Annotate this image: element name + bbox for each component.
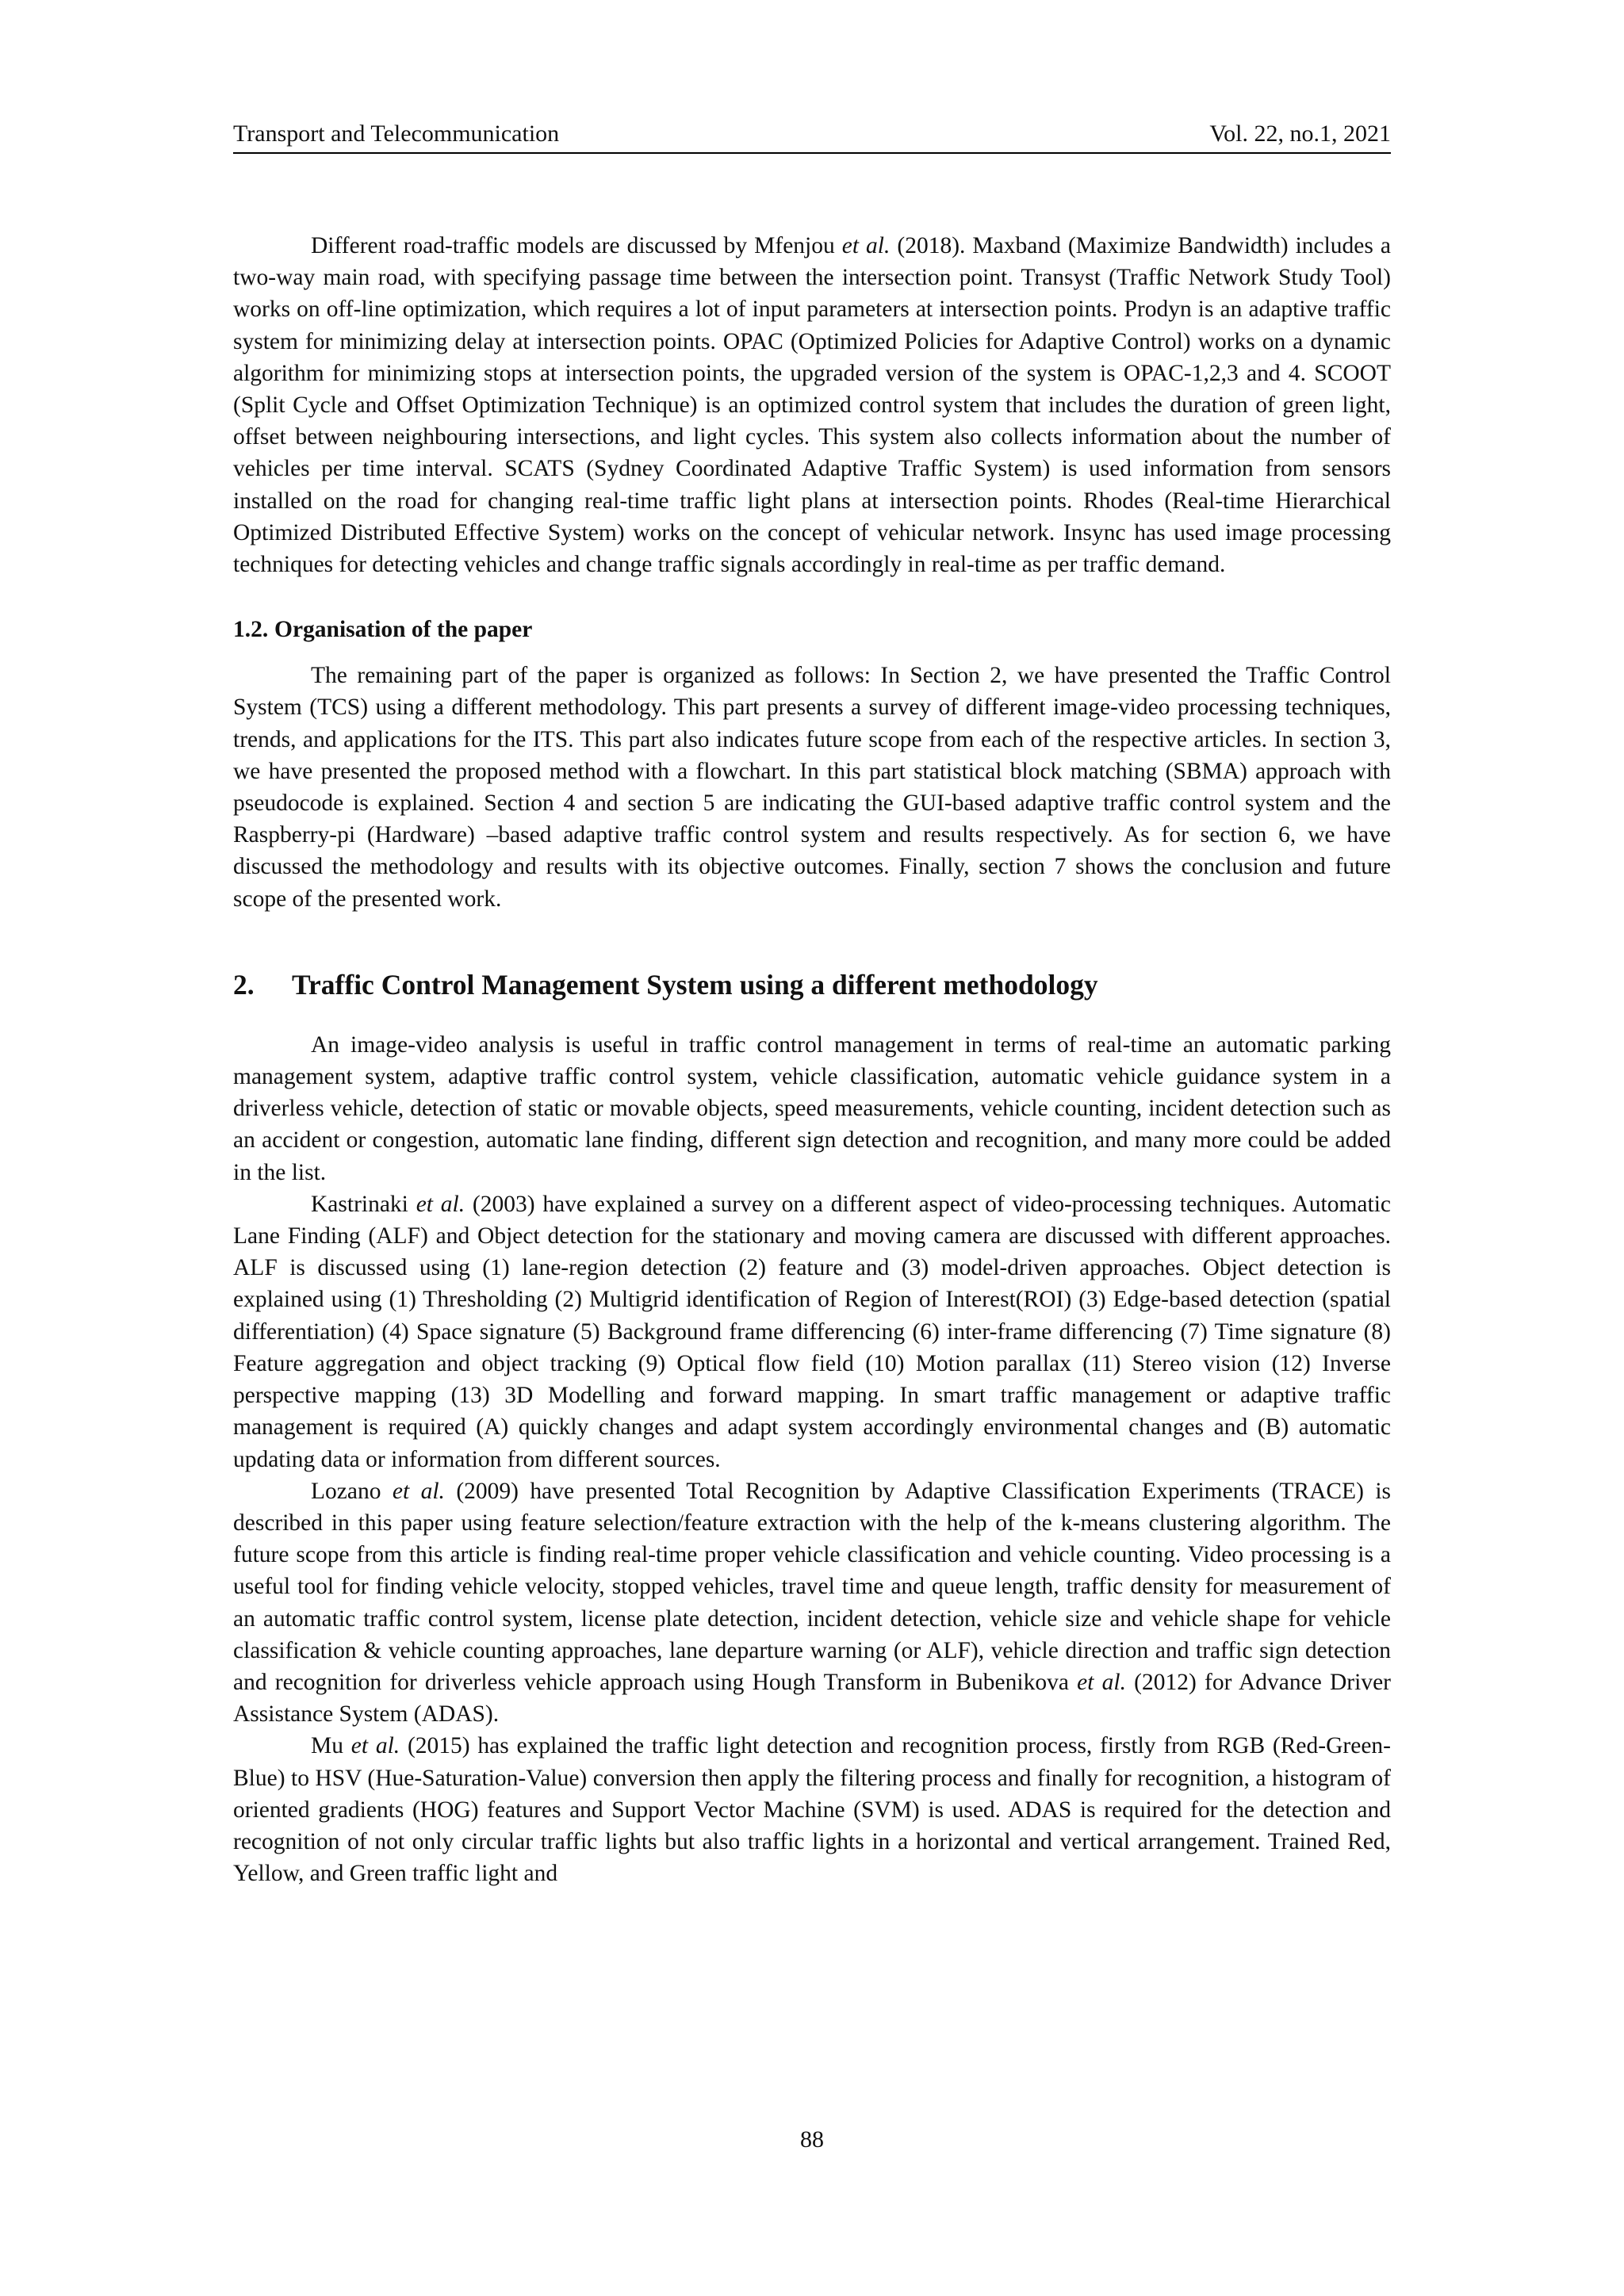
section-1-2-heading: 1.2. Organisation of the paper (233, 617, 533, 643)
et-al: et al. (841, 233, 891, 258)
page (233, 0, 1391, 2296)
section-2-paragraph-1: An image-video analysis is useful in traffic control management in terms of real-time an automatic parking management system, adaptive traffic control system, vehicle classification, automatic vehicle guidance system in a driverless vehicle, detection of static or movable objects, speed measurements, vehicle counting, incident detection such as an accident or congestion, automatic lane finding, different sign detection and recognition, and many more could be added in the list. (233, 1031, 1391, 1185)
page-body (233, 230, 1391, 1889)
et-al: et al. (350, 1733, 400, 1759)
section-2-paragraph-2: Kastrinaki et al. (2003) have explained a survey on a different aspect of video-processing techniques. Automatic Lane Finding (ALF) and Object detection for the stationary and moving camera are discussed with different approaches. ALF is discussed using (1) lane-region detection (2) feature and (3) model-driven approaches. Object detection is explained using (1) Thresholding (2) Multigrid identification of Region of Interest(ROI) (3) Edge-based detection (spatial differentiation) (4) Space signature (5) Background frame differencing (6) inter-frame differencing (7) Time signature (8) Feature aggregation and object tracking (9) Optical flow field (10) Motion parallax (11) Stereo vision (12) Inverse perspective mapping (13) 3D Modelling and forward mapping. In smart traffic management or adaptive traffic management is required (A) quickly changes and adapt system accordingly environmental changes and (B) automatic updating data or information from different sources. (233, 1191, 1391, 1472)
et-al: et al. (1077, 1669, 1126, 1695)
et-al: et al. (392, 1478, 445, 1504)
running-header (233, 116, 1391, 154)
section-2-heading: 2. Traffic Control Management System using a different methodology (233, 968, 1098, 1001)
section-2-paragraph-4: Mu et al. (2015) has explained the traffic light detection and recognition process, firstly from RGB (Red-Green-Blue) to HSV (Hue-Saturation-Value) conversion then apply the filtering process and finally for recognition, a histogram of oriented gradients (HOG) features and Support Vector Machine (SVM) is used. ADAS is required for the detection and recognition of not only circular traffic lights but also traffic lights in a horizontal and vertical arrangement. Trained Red, Yellow, and Green traffic light and (233, 1733, 1391, 1887)
volume-info: Vol. 22, no.1, 2021 (1209, 121, 1391, 147)
et-al: et al. (416, 1191, 465, 1217)
intro-paragraph: Different road-traffic models are discussed by Mfenjou et al. (2018). Maxband (Maximize Bandwidth) includes a two-way main road, with specifying passage time between the intersection point. Transyst (Traffic Network Study Tool) works on off-line optimization, which requires a lot of input parameters at intersection points. Prodyn is an adaptive traffic system for minimizing delay at intersection points. OPAC (Optimized Policies for Adaptive Control) works on a dynamic algorithm for minimizing stops at intersection points, the upgraded version of the system is OPAC-1,2,3 and 4. SCOOT (Split Cycle and Offset Optimization Technique) is an optimized control system that includes the duration of green light, offset between neighbouring intersections, and light cycles. This system also collects information about the number of vehicles per time interval. SCATS (Sydney Coordinated Adaptive Traffic System) is used information from sensors installed on the road for changing real-time traffic light plans at intersection points. Rhodes (Real-time Hierarchical Optimized Distributed Effective System) works on the concept of vehicular network. Insync has used image processing techniques for detecting vehicles and change traffic signals accordingly in real-time as per traffic demand. (233, 233, 1391, 578)
section-2-paragraph-3: Lozano et al. (2009) have presented Total Recognition by Adaptive Classification Experiments (TRACE) is described in this paper using feature selection/feature extraction with the help of the k-means clustering algorithm. The future scope from this article is finding real-time proper vehicle classification and vehicle counting. Video processing is a useful tool for finding vehicle velocity, stopped vehicles, travel time and queue length, traffic density for measurement of an automatic traffic control system, license plate detection, incident detection, vehicle size and vehicle shape for vehicle classification & vehicle counting approaches, lane departure warning (or ALF), vehicle direction and traffic sign detection and recognition for driverless vehicle approach using Hough Transform in Bubenikova et al. (2012) for Advance Driver Assistance System (ADAS). (233, 1478, 1391, 1728)
organisation-paragraph: The remaining part of the paper is organized as follows: In Section 2, we have presented the Traffic Control System (TCS) using a different methodology. This part presents a survey of different image-video processing techniques, trends, and applications for the ITS. This part also indicates future scope from each of the respective articles. In section 3, we have presented the proposed method with a flowchart. In this part statistical block matching (SBMA) approach with pseudocode is explained. Section 4 and section 5 are indicating the GUI-based adaptive traffic control system and the Raspberry-pi (Hardware) –based adaptive traffic control system and results respectively. As for section 6, we have discussed the methodology and results with its objective outcomes. Finally, section 7 shows the conclusion and future scope of the presented work. (233, 663, 1391, 912)
page-number: 88 (800, 2126, 824, 2152)
journal-name: Transport and Telecommunication (233, 121, 560, 147)
